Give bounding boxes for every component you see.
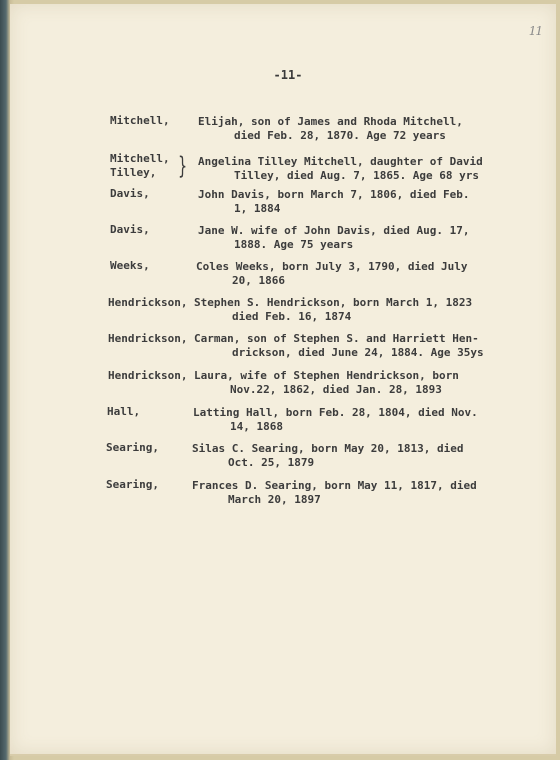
entry-surname: Mitchell, (110, 152, 170, 165)
entry-line-2: died Feb. 16, 1874 (232, 310, 352, 323)
entry-line-2: Nov.22, 1862, died Jan. 28, 1893 (230, 383, 442, 396)
entry-line-1: Angelina Tilley Mitchell, daughter of David (198, 155, 483, 168)
entry-surname: Hendrickson, (108, 369, 188, 382)
entry-line-2: 1, 1884 (234, 202, 281, 215)
entry-surname: Davis, (110, 187, 150, 200)
entry-line-2: 1888. Age 75 years (234, 238, 354, 251)
entry-line-1: Carman, son of Stephen S. and Harriett Hen- (194, 332, 479, 345)
entry-line-1: Coles Weeks, born July 3, 1790, died July (196, 260, 468, 273)
entry-surname: Hendrickson, (108, 296, 188, 309)
entry-surname: Weeks, (110, 259, 150, 272)
entry-surname-secondary: Tilley, (110, 166, 157, 179)
entry-line-2: Oct. 25, 1879 (228, 456, 315, 469)
entry-line-2: died Feb. 28, 1870. Age 72 years (234, 129, 446, 142)
entry-surname: Davis, (110, 223, 150, 236)
brace-symbol: } (178, 152, 188, 180)
entry-line-1: Elijah, son of James and Rhoda Mitchell, (198, 115, 463, 128)
entry-surname: Searing, (106, 478, 159, 491)
entry-line-1: Stephen S. Hendrickson, born March 1, 1823 (194, 296, 473, 309)
entry-line-1: Laura, wife of Stephen Hendrickson, born (194, 369, 459, 382)
entry-surname: Hendrickson, (108, 332, 188, 345)
entry-line-2: 20, 1866 (232, 274, 285, 287)
entry-surname: Mitchell, (110, 114, 170, 127)
handwritten-page-mark: 11 (528, 24, 542, 38)
entry-surname: Searing, (106, 441, 159, 454)
entry-line-1: Silas C. Searing, born May 20, 1813, died (192, 442, 464, 455)
entry-line-1: John Davis, born March 7, 1806, died Feb. (198, 188, 470, 201)
entry-line-1: Jane W. wife of John Davis, died Aug. 17, (198, 224, 470, 237)
entry-line-2: drickson, died June 24, 1884. Age 35ys (232, 346, 484, 359)
entry-surname: Hall, (107, 405, 141, 418)
entry-line-2: 14, 1868 (230, 420, 283, 433)
entry-line-1: Frances D. Searing, born May 11, 1817, died (192, 479, 477, 492)
entry-line-2: March 20, 1897 (228, 493, 321, 506)
entry-line-1: Latting Hall, born Feb. 28, 1804, died Nov. (193, 406, 478, 419)
entry-line-2: Tilley, died Aug. 7, 1865. Age 68 yrs (234, 169, 480, 182)
page-number: -11- (273, 68, 303, 82)
document-page (10, 4, 556, 756)
